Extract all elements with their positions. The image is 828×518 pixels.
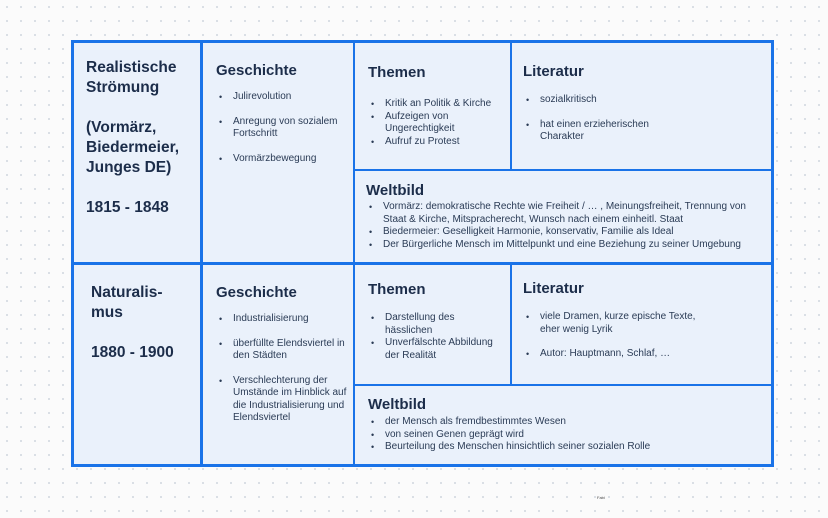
list-item: • Aufruf zu Protest xyxy=(368,136,506,149)
row1-themen-cell xyxy=(368,64,506,148)
list-item: • von seinen Genen geprägt wird xyxy=(368,429,768,442)
row1-geschichte-cell xyxy=(216,62,348,177)
row2-weltbild-cell xyxy=(368,396,768,454)
list-item: • Biedermeier: Geselligkeit Harmonie, konservativ, Familie als Ideal xyxy=(366,226,768,239)
row1-title-line: Biedermeier, xyxy=(86,139,180,156)
list-item: • Darstellung des hässlichen xyxy=(368,312,475,337)
list-item: • überfüllte Elendsviertel in den Städten xyxy=(216,338,348,363)
list-item: • sozialkritisch xyxy=(523,94,763,107)
row1-title-line: 1815 - 1848 xyxy=(86,199,169,216)
list-item: • Anregung von sozialem Fortschritt xyxy=(216,116,348,141)
divider-themen-right-row2 xyxy=(510,265,512,385)
divider-row xyxy=(74,262,771,265)
row1-weltbild-heading: Weltbild xyxy=(366,182,425,199)
row2-title-cell xyxy=(91,283,196,363)
list-item: • der Mensch als fremdbestimmtes Wesen xyxy=(368,416,768,429)
divider-themen-right-row1 xyxy=(510,43,512,169)
row1-title-line xyxy=(86,178,196,198)
row1-themen-heading: Themen xyxy=(368,64,426,81)
row1-geschichte-heading: Geschichte xyxy=(216,62,297,79)
list-item: • Kritik an Politik & Kirche xyxy=(368,98,506,111)
list-item: • Vormärz: demokratische Rechte wie Freiheit / … , Meinungsfreiheit, Trennung von Staat & Kirche, Mitspracherecht, Wunsch nach einem einheitl. Staat xyxy=(366,201,768,226)
row2-title-line xyxy=(91,323,196,343)
divider-weltbild-top-row2 xyxy=(353,384,771,386)
list-item: • Industrialisierung xyxy=(216,313,348,326)
row2-themen-heading: Themen xyxy=(368,281,426,298)
literature-epochs-table xyxy=(71,40,774,467)
list-item: • Unverfälschte Abbildung der Realität xyxy=(368,337,506,362)
row1-weltbild-cell xyxy=(366,182,768,251)
row2-title-line: Naturalis- xyxy=(91,284,163,301)
list-item: • Beurteilung des Menschen hinsichtlich seiner sozialen Rolle xyxy=(368,441,768,454)
row2-geschichte-heading: Geschichte xyxy=(216,284,297,301)
row2-literatur-cell xyxy=(523,280,763,373)
list-item: • Verschlechterung der Umstände im Hinblick auf die Industrialisierung und Elendsviertel xyxy=(216,375,348,425)
list-item: • Autor: Hauptmann, Schlaf, … xyxy=(523,348,763,361)
row1-title-line: Strömung xyxy=(86,79,160,96)
list-item: • viele Dramen, kurze epische Texte, eher wenig Lyrik xyxy=(523,311,705,336)
row2-title-line: mus xyxy=(91,304,123,321)
list-item: • Der Bürgerliche Mensch im Mittelpunkt und eine Beziehung zu seiner Umgebung xyxy=(366,239,768,252)
row2-weltbild-heading: Weltbild xyxy=(368,396,427,413)
author-tag: Fabi xyxy=(597,495,605,500)
row1-title-line: (Vormärz, xyxy=(86,119,157,136)
row2-themen-cell xyxy=(368,281,506,362)
divider-title-column xyxy=(200,43,203,464)
list-item: • hat einen erzieherischen Charakter xyxy=(523,119,665,144)
row1-literatur-heading: Literatur xyxy=(523,63,584,80)
row1-literatur-cell xyxy=(523,63,763,156)
list-item: • Julirevolution xyxy=(216,91,348,104)
row2-geschichte-cell xyxy=(216,284,348,437)
row2-title-line: 1880 - 1900 xyxy=(91,344,174,361)
divider-weltbild-top-row1 xyxy=(353,169,771,171)
row1-title-line: Junges DE) xyxy=(86,159,172,176)
row1-title-cell xyxy=(86,58,196,218)
divider-geschichte-right xyxy=(353,43,355,464)
list-item: • Vormärzbewegung xyxy=(216,153,348,166)
row2-literatur-heading: Literatur xyxy=(523,280,584,297)
row1-title-line xyxy=(86,98,196,118)
list-item: • Aufzeigen von Ungerechtigkeit xyxy=(368,111,506,136)
row1-title-line: Realistische xyxy=(86,59,177,76)
